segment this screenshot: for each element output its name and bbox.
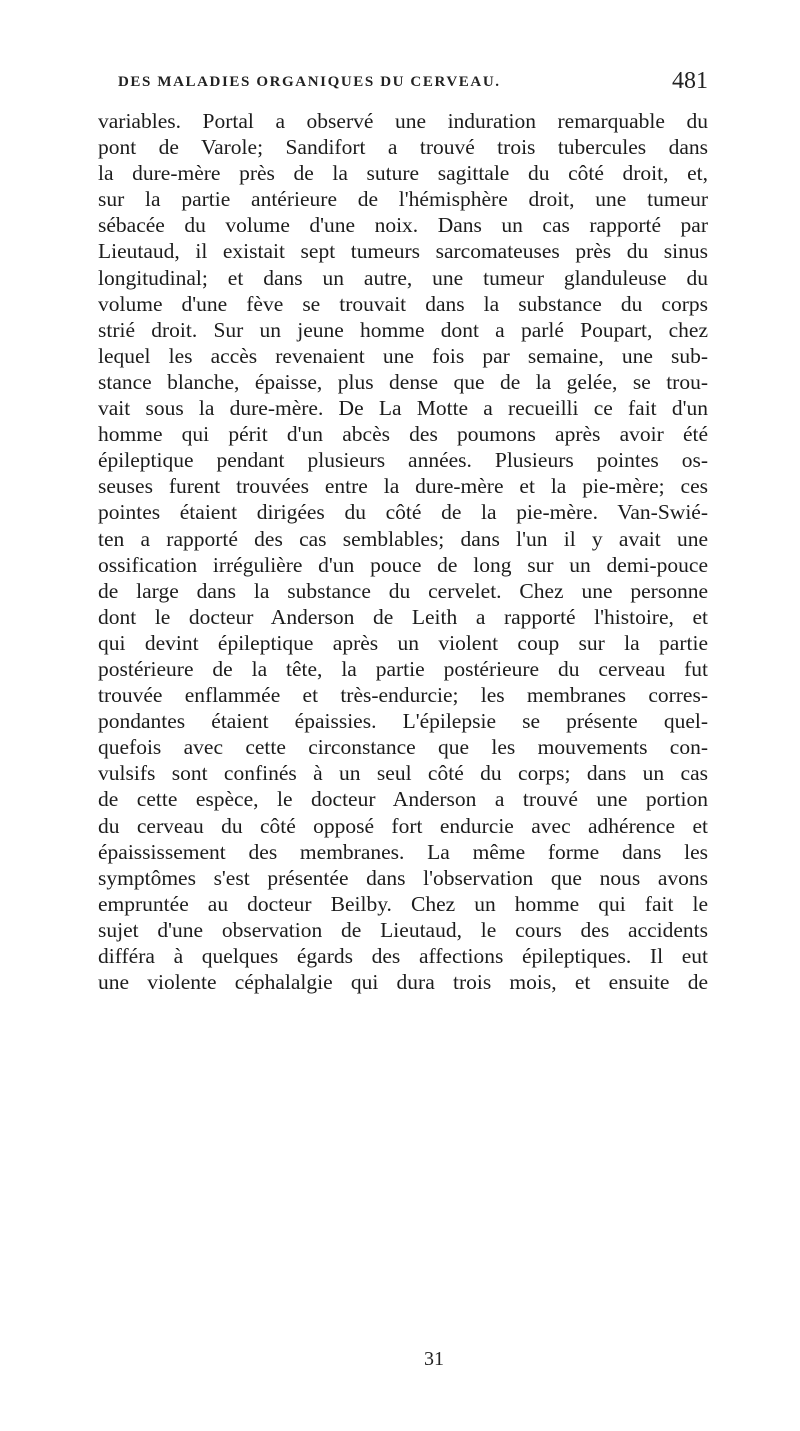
text-line: la dure-mère près de la suture sagittale du côté droit, et,	[98, 161, 708, 186]
text-line: trouvée enflammée et très-endurcie; les membranes corres-	[98, 683, 708, 708]
text-line: vulsifs sont confinés à un seul côté du corps; dans un cas	[98, 761, 708, 786]
text-line: volume d'une fève se trouvait dans la substance du corps	[98, 291, 708, 316]
text-line: homme qui périt d'un abcès des poumons après avoir été	[98, 422, 708, 447]
running-title: DES MALADIES ORGANIQUES DU CERVEAU.	[118, 74, 501, 90]
text-line: de cette espèce, le docteur Anderson a trouvé une portion	[98, 787, 708, 812]
text-line: pont de Varole; Sandifort a trouvé trois tubercules dans	[98, 135, 708, 160]
text-line: sébacée du volume d'une noix. Dans un cas rapporté par	[98, 213, 708, 238]
text-line: une violente céphalalgie qui dura trois mois, et ensuite de	[98, 970, 708, 995]
text-line: qui devint épileptique après un violent coup sur la partie	[98, 630, 708, 655]
text-line: épaississement des membranes. La même forme dans les	[98, 839, 708, 864]
text-line: quefois avec cette circonstance que les mouvements con-	[98, 735, 708, 760]
running-head	[118, 68, 708, 104]
text-line: sujet d'une observation de Lieutaud, le cours des accidents	[98, 917, 708, 942]
signature-mark: 31	[424, 1348, 444, 1370]
text-line: empruntée au docteur Beilby. Chez un homme qui fait le	[98, 891, 708, 916]
text-line: longitudinal; et dans un autre, une tumeur glanduleuse du	[98, 265, 708, 290]
text-line: différa à quelques égards des affections épileptiques. Il eut	[98, 944, 708, 968]
text-line: de large dans la substance du cervelet. Chez une personne	[98, 578, 708, 603]
text-line: lequel les accès revenaient une fois par semaine, une sub-	[98, 343, 708, 368]
text-line: variables. Portal a observé une induration remarquable du	[98, 109, 708, 133]
text-line: stance blanche, épaisse, plus dense que de la gelée, se trou-	[98, 369, 708, 394]
text-line: vait sous la dure-mère. De La Motte a recueilli ce fait d'un	[98, 396, 708, 421]
text-line: postérieure de la tête, la partie postérieure du cerveau fut	[98, 656, 708, 681]
text-line: Lieutaud, il existait sept tumeurs sarcomateuses près du sinus	[98, 239, 708, 264]
page-number: 481	[672, 68, 708, 94]
text-line: ten a rapporté des cas semblables; dans l'un il y avait une	[98, 526, 708, 551]
text-line: ossification irrégulière d'un pouce de long sur un demi-pouce	[98, 552, 708, 577]
text-line: sur la partie antérieure de l'hémisphère droit, une tumeur	[98, 187, 708, 212]
text-line: du cerveau du côté opposé fort endurcie avec adhérence et	[98, 813, 708, 838]
body-text	[98, 108, 708, 995]
text-line: dont le docteur Anderson de Leith a rapporté l'histoire, et	[98, 604, 708, 629]
text-line: épileptique pendant plusieurs années. Plusieurs pointes os-	[98, 448, 708, 473]
text-line: pointes étaient dirigées du côté de la pie-mère. Van-Swié-	[98, 500, 708, 525]
text-line: pondantes étaient épaissies. L'épilepsie se présente quel-	[98, 709, 708, 734]
text-line: symptômes s'est présentée dans l'observation que nous avons	[98, 865, 708, 890]
text-line: seuses furent trouvées entre la dure-mère et la pie-mère; ces	[98, 474, 708, 499]
text-line: strié droit. Sur un jeune homme dont a parlé Poupart, chez	[98, 317, 708, 342]
